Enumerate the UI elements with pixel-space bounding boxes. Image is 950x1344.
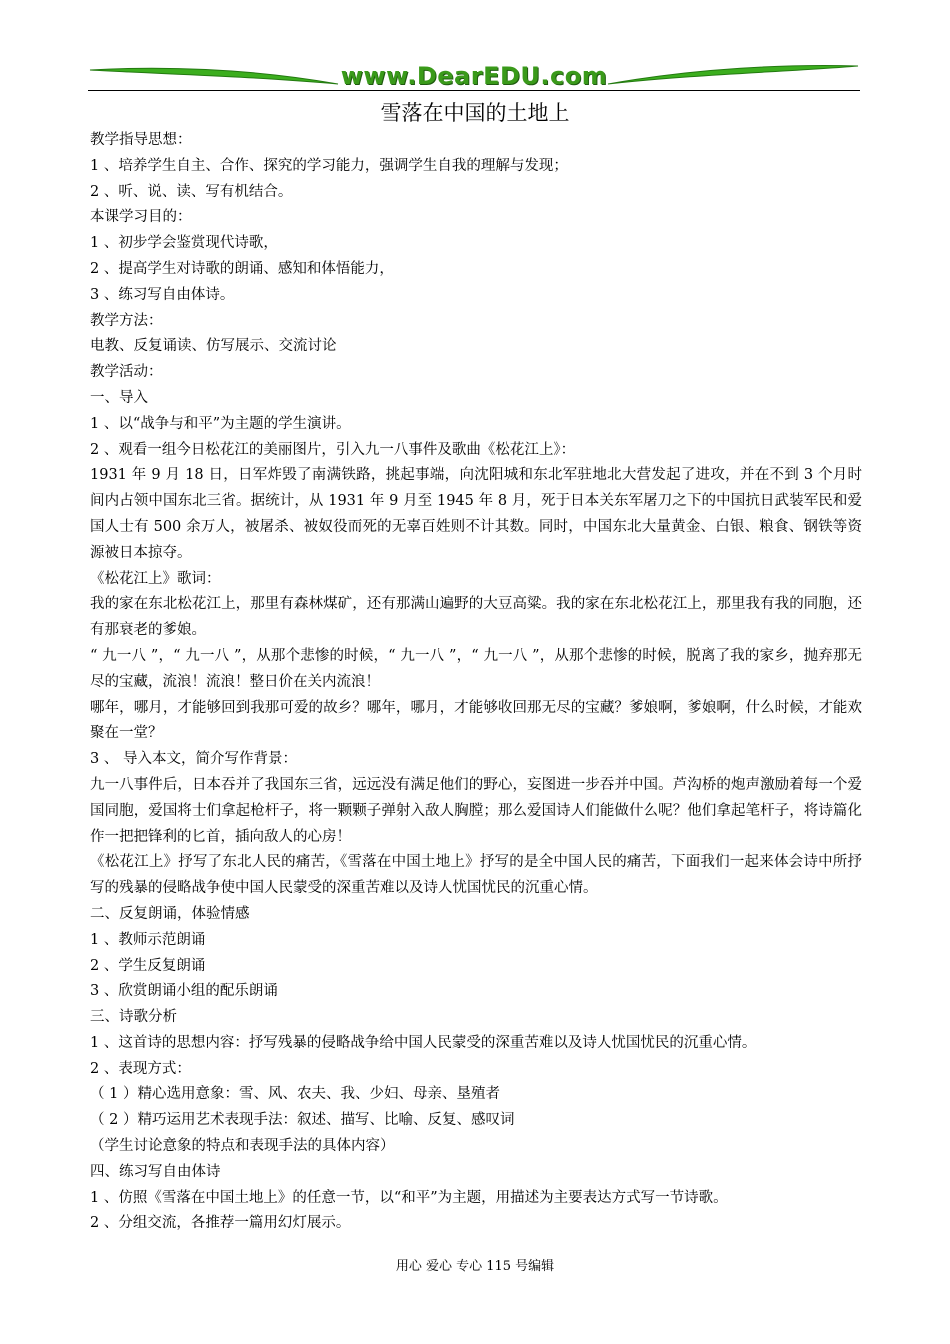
paragraph: 《松花江上》抒写了东北人民的痛苦，《雪落在中国土地上》抒写的是全中国人民的痛苦，下面我们一起来体会诗中所抒写的残暴的侵略战争使中国人民蒙受的深重苦难以及诗人忧国忧民的沉重心情。 <box>90 854 862 897</box>
page-title: 雪落在中国的土地上 <box>380 101 570 125</box>
document-body <box>90 128 862 1237</box>
paragraph: “ 九一八 ”，“ 九一八 ”，从那个悲惨的时候，“ 九一八 ”，“ 九一八 ”，从那个悲惨的时候，脱离了我的家乡，抛弃那无尽的宝藏，流浪！流浪！整日价在关内流浪！ <box>90 647 862 690</box>
paragraph: 1931 年 9 月 18 日，日军炸毁了南满铁路，挑起事端，向沈阳城和东北军驻地北大营发起了进攻，并在不到 3 个月时间内占领中国东北三省。据统计，从 1931 年 9 月至 1945 年 8 月，死于日本关东军屠刀之下的中国抗日武装军民和爱国人士有 500 余万人，被屠杀、被奴役而死的无辜百姓则不计其数。同时，中国东北大量黄金、白银、粮食、钢铁等资源被日本掠夺。 <box>90 467 863 561</box>
paragraph: 三、诗歌分析 <box>90 1009 177 1026</box>
paragraph: （学生讨论意象的特点和表现手法的具体内容） <box>90 1138 395 1155</box>
paragraph: 电教、反复诵读、仿写展示、交流讨论 <box>90 338 337 355</box>
page-footer: 用心 爱心 专心 115 号编辑 <box>395 1259 555 1274</box>
paragraph: （ 1 ）精心选用意象：雪、风、农夫、我、少妇、母亲、垦殖者 <box>90 1086 500 1103</box>
paragraph: 哪年，哪月，才能够回到我那可爱的故乡？哪年，哪月，才能够收回那无尽的宝藏？爹娘啊，爹娘啊，什么时候，才能欢聚在一堂？ <box>90 699 862 742</box>
site-logo-text[interactable]: www.DearEDU.com <box>340 62 608 90</box>
paragraph: 3 、欣赏朗诵小组的配乐朗诵 <box>90 983 278 1000</box>
paragraph: 2 、表现方式： <box>90 1060 191 1077</box>
paragraph: 一、导入 <box>90 389 148 406</box>
paragraph: 1 、这首诗的思想内容：抒写残暴的侵略战争给中国人民蒙受的深重苦难以及诗人忧国忧民的沉重心情。 <box>90 1034 757 1051</box>
paragraph: 2 、听、说、读、写有机结合。 <box>90 183 293 200</box>
paragraph: （ 2 ）精巧运用艺术表现手法：叙述、描写、比喻、反复、感叹词 <box>90 1112 515 1129</box>
paragraph: 《松花江上》歌词： <box>90 570 221 587</box>
paragraph: 1 、初步学会鉴赏现代诗歌， <box>90 235 278 252</box>
paragraph: 教学指导思想： <box>90 132 192 148</box>
paragraph: 1 、仿照《雪落在中国土地上》的任意一节，以“和平”为主题，用描述为主要表达方式写一节诗歌。 <box>90 1189 728 1206</box>
paragraph: 九一八事件后，日本吞并了我国东三省，远远没有满足他们的野心，妄图进一步吞并中国。芦沟桥的炮声激励着每一个爱国同胞，爱国将士们拿起枪杆子，将一颗颗子弹射入敌人胸膛；那么爱国诗人们能做什么呢？他们拿起笔杆子，将诗篇化作一把把锋利的匕首，插向敌人的心房！ <box>90 776 862 845</box>
paragraph: 2 、提高学生对诗歌的朗诵、感知和体悟能力， <box>90 260 394 277</box>
paragraph: 1 、教师示范朗诵 <box>90 931 206 948</box>
paragraph: 1 、培养学生自主、合作、探究的学习能力，强调学生自我的理解与发现； <box>90 157 568 174</box>
paragraph: 教学活动： <box>90 364 163 381</box>
paragraph: 3 、 导入本文，简介写作背景： <box>90 751 297 768</box>
site-header <box>88 60 860 94</box>
paragraph: 3 、练习写自由体诗。 <box>90 286 235 303</box>
paragraph: 2 、观看一组今日松花江的美丽图片，引入九一八事件及歌曲《松花江上》： <box>90 441 576 458</box>
paragraph: 2 、学生反复朗诵 <box>90 957 206 974</box>
header-divider <box>88 90 860 91</box>
paragraph: 2 、分组交流，各推荐一篇用幻灯展示。 <box>90 1215 351 1232</box>
paragraph: 我的家在东北松花江上，那里有森林煤矿，还有那满山遍野的大豆高粱。我的家在东北松花江上，那里我有我的同胞，还有那衰老的爹娘。 <box>90 596 862 639</box>
paragraph: 1 、以“战争与和平”为主题的学生演讲。 <box>90 415 351 432</box>
paragraph: 本课学习目的： <box>90 209 192 226</box>
paragraph: 四、练习写自由体诗 <box>90 1163 221 1180</box>
paragraph: 二、反复朗诵，体验情感 <box>90 905 250 922</box>
paragraph: 教学方法： <box>90 312 163 329</box>
